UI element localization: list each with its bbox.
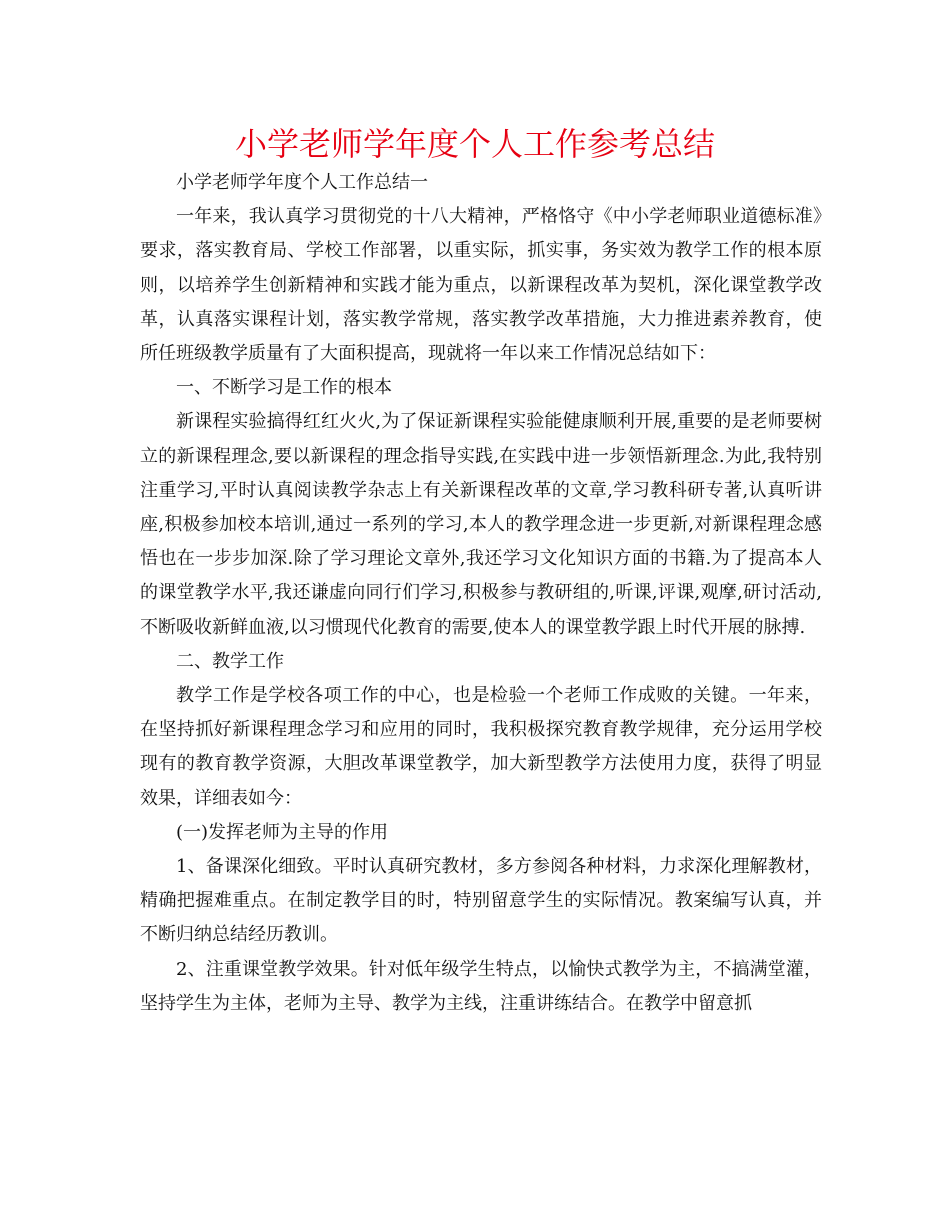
subsection-heading-1: (一)发挥老师为主导的作用 <box>176 821 389 843</box>
paragraph-lesson-prep: 1、备课深化细致。平时认真研究教材，多方参阅各种材料，力求深化理解教材，精确把握难重点。在制定教学目的时，特别留意学生的实际情况。教案编写认真，并不断归纳总结经历教训。 <box>140 856 822 946</box>
document-title: 小学老师学年度个人工作参考总结 <box>234 125 715 163</box>
section-heading-1: 一、不断学习是工作的根本 <box>176 377 392 399</box>
section-heading-2: 二、教学工作 <box>176 650 284 672</box>
paragraph-classroom-effect: 2、注重课堂教学效果。针对低年级学生特点，以愉快式教学为主，不搞满堂灌，坚持学生为主体，老师为主导、教学为主线，注重讲练结合。在教学中留意抓 <box>140 958 822 1014</box>
paragraph-teaching: 教学工作是学校各项工作的中心，也是检验一个老师工作成败的关键。一年来，在坚持抓好新课程理念学习和应用的同时，我积极探究教育教学规律，充分运用学校现有的教育教学资源，大胆改革课堂教学，加大新型教学方法使用力度，获得了明显效果，详细表如今： <box>140 685 822 809</box>
paragraph-intro: 一年来，我认真学习贯彻党的十八大精神，严格恪守《中小学老师职业道德标准》要求，落实教育局、学校工作部署，以重实际，抓实事，务实效为教学工作的根本原则，以培养学生创新精神和实践才能为重点，以新课程改革为契机，深化课堂教学改革，认真落实课程计划，落实教学常规，落实教学改革措施，大力推进素养教育，使所任班级教学质量有了大面积提高，现就将一年以来工作情况总结如下： <box>140 206 822 365</box>
paragraph-subtitle: 小学老师学年度个人工作总结一 <box>176 172 428 193</box>
document-body <box>140 166 822 1021</box>
paragraph-learning: 新课程实验搞得红红火火,为了保证新课程实验能健康顺利开展,重要的是老师要树立的新课程理念,要以新课程的理念指导实践,在实践中进一步领悟新理念.为此,我特别注重学习,平时认真阅读教学杂志上有关新课程改革的文章,学习教科研专著,认真听讲座,积极参加校本培训,通过一系列的学习,本人的教学理念进一步更新,对新课程理念感悟也在一步步加深.除了学习理论文章外,我还学习文化知识方面的书籍.为了提高本人的课堂教学水平,我还谦虚向同行们学习,积极参与教研组的,听课,评课,观摩,研讨活动,不断吸收新鲜血液,以习惯现代化教育的需要,使本人的课堂教学跟上时代开展的脉搏. <box>140 411 822 638</box>
